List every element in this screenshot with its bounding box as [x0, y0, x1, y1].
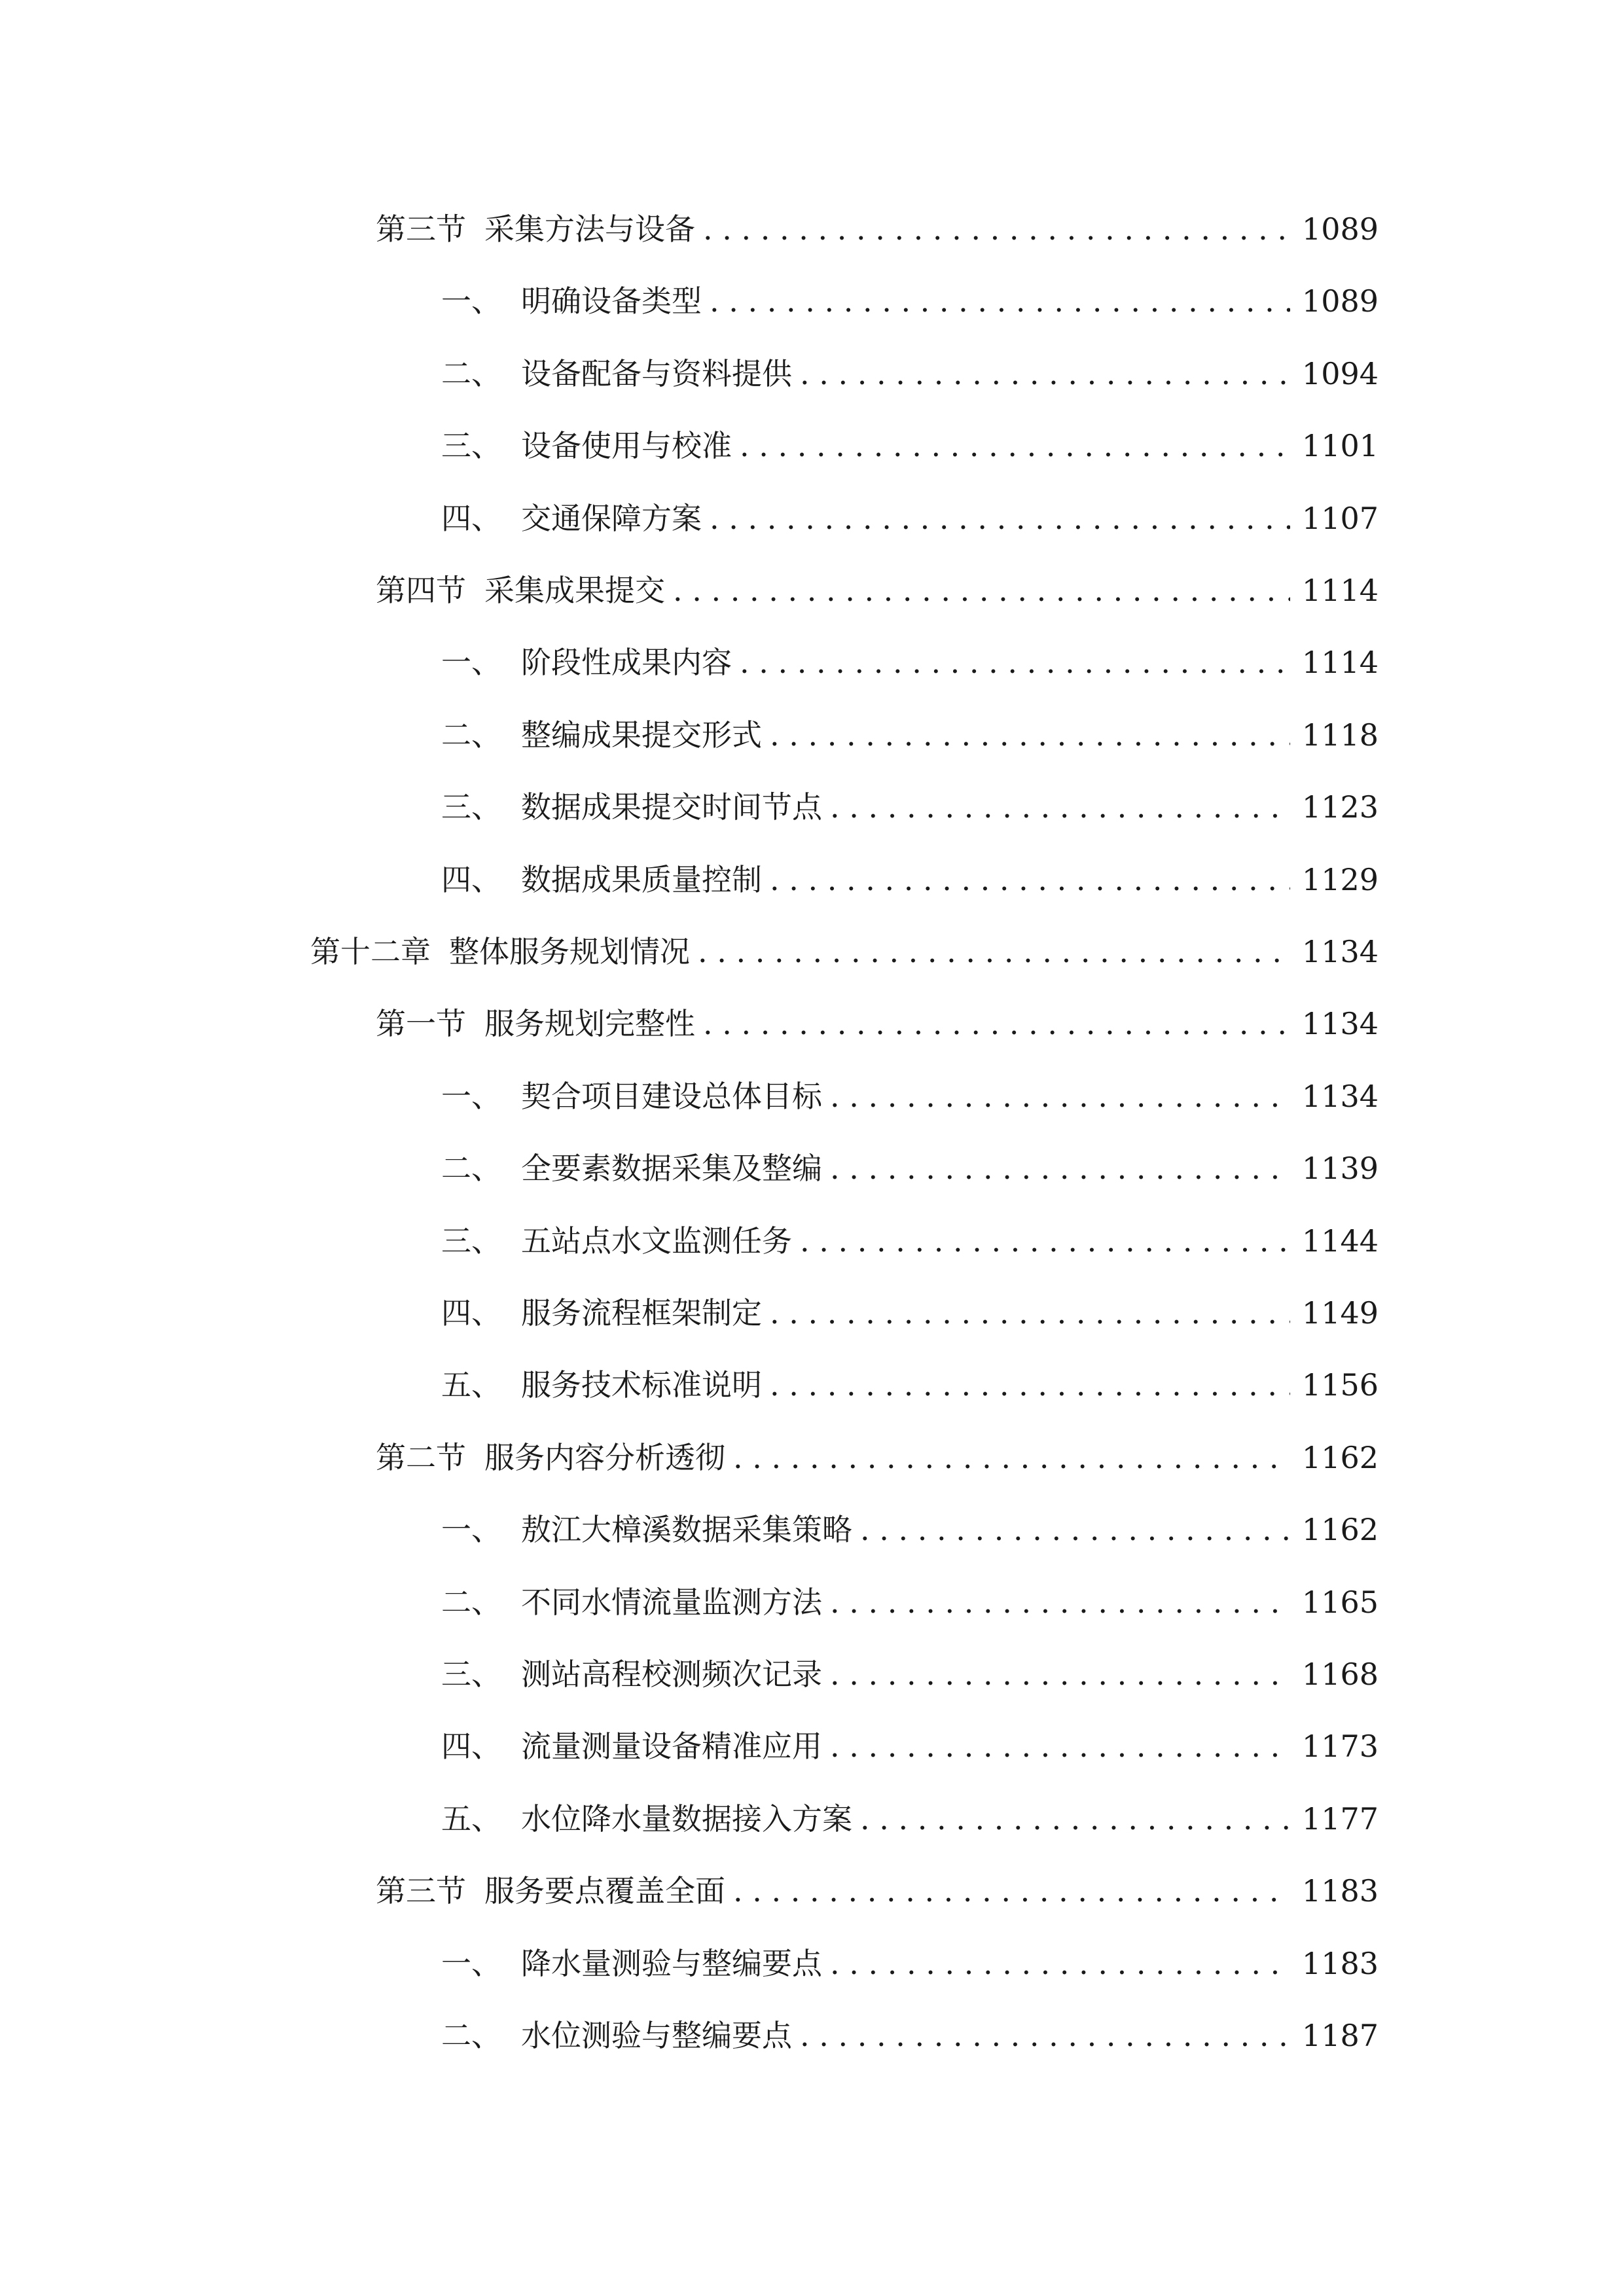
toc-leader-dots	[740, 420, 1290, 472]
toc-leader-dots	[703, 997, 1290, 1050]
toc-entry-page-number: 1187	[1301, 2018, 1379, 2053]
toc-entry-page-number: 1165	[1301, 1584, 1379, 1620]
toc-entry-title: 水位测验与整编要点	[521, 2018, 792, 2053]
toc-entry-title: 不同水情流量监测方法	[521, 1584, 822, 1620]
toc-entry-number: 一、	[441, 1078, 501, 1114]
toc-entry-number: 二、	[441, 717, 501, 753]
toc-entry-title: 服务流程框架制定	[521, 1295, 762, 1331]
toc-entry-number: 三、	[441, 1657, 501, 1692]
toc-entry-page-number: 1134	[1301, 1078, 1379, 1114]
toc-entry[interactable]	[441, 1142, 1379, 1194]
toc-entry[interactable]	[441, 1359, 1379, 1411]
toc-entry-number: 二、	[441, 1584, 501, 1620]
toc-leader-dots	[800, 1215, 1290, 1267]
toc-entry-number: 第二节	[376, 1439, 466, 1475]
toc-entry[interactable]	[441, 2009, 1379, 2062]
toc-entry-number: 第三节	[376, 1873, 466, 1909]
toc-entry-page-number: 1173	[1301, 1729, 1379, 1765]
toc-entry-page-number: 1177	[1301, 1801, 1379, 1837]
toc-entry[interactable]	[441, 1070, 1379, 1122]
toc-leader-dots	[770, 1287, 1290, 1339]
toc-leader-dots	[830, 1142, 1290, 1194]
toc-leader-dots	[673, 564, 1290, 617]
toc-entry-number: 四、	[441, 861, 501, 897]
toc-entry-number: 五、	[441, 1367, 501, 1403]
toc-entry-title: 设备使用与校准	[521, 428, 732, 464]
toc-entry[interactable]	[441, 1648, 1379, 1700]
toc-entry-number: 四、	[441, 1729, 501, 1765]
toc-leader-dots	[860, 1503, 1290, 1556]
toc-entry[interactable]	[376, 1431, 1379, 1484]
toc-entry-number: 一、	[441, 283, 501, 319]
toc-leader-dots	[830, 1576, 1290, 1628]
toc-entry[interactable]	[441, 1503, 1379, 1556]
toc-leader-dots	[800, 348, 1290, 400]
toc-entry-number: 三、	[441, 789, 501, 825]
toc-entry-page-number: 1114	[1301, 645, 1379, 681]
toc-entry-page-number: 1144	[1301, 1223, 1379, 1259]
toc-entry-number: 三、	[441, 428, 501, 464]
toc-entry-page-number: 1149	[1301, 1295, 1379, 1331]
toc-entry-title: 整编成果提交形式	[521, 717, 762, 753]
toc-entry[interactable]	[441, 1793, 1379, 1845]
toc-leader-dots	[733, 1431, 1290, 1484]
toc-entry-title: 降水量测验与整编要点	[521, 1945, 822, 1981]
toc-entry-title: 契合项目建设总体目标	[521, 1078, 822, 1114]
toc-entry-page-number: 1089	[1301, 211, 1379, 247]
toc-entry[interactable]	[441, 492, 1379, 545]
toc-leader-dots	[830, 1937, 1290, 1990]
toc-entry-number: 二、	[441, 355, 501, 391]
toc-entry-page-number: 1134	[1301, 934, 1379, 969]
toc-entry[interactable]	[376, 1865, 1379, 1917]
toc-entry-page-number: 1107	[1301, 500, 1379, 536]
toc-entry[interactable]	[310, 925, 1379, 978]
toc-entry[interactable]	[441, 853, 1379, 906]
toc-entry-title: 测站高程校测频次记录	[521, 1657, 822, 1692]
toc-entry-title: 五站点水文监测任务	[521, 1223, 792, 1259]
toc-entry-number: 一、	[441, 1945, 501, 1981]
toc-entry[interactable]	[441, 1720, 1379, 1772]
toc-entry-page-number: 1114	[1301, 573, 1379, 608]
toc-entry-title: 敖江大樟溪数据采集策略	[521, 1512, 852, 1548]
toc-entry[interactable]	[376, 564, 1379, 617]
toc-entry-page-number: 1134	[1301, 1006, 1379, 1042]
toc-entry-page-number: 1118	[1301, 717, 1379, 753]
toc-entry-page-number: 1101	[1301, 428, 1379, 464]
toc-entry-page-number: 1123	[1301, 789, 1379, 825]
toc-leader-dots	[800, 2009, 1290, 2062]
toc-entry-title: 设备配备与资料提供	[521, 355, 792, 391]
toc-entry-page-number: 1183	[1301, 1873, 1379, 1909]
toc-entry[interactable]	[441, 709, 1379, 761]
toc-entry-title: 服务技术标准说明	[521, 1367, 762, 1403]
toc-entry-number: 四、	[441, 1295, 501, 1331]
toc-leader-dots	[830, 1720, 1290, 1772]
toc-entry-number: 三、	[441, 1223, 501, 1259]
toc-entry-number: 一、	[441, 645, 501, 681]
toc-entry-page-number: 1094	[1301, 355, 1379, 391]
toc-entry[interactable]	[376, 203, 1379, 255]
toc-entry-page-number: 1129	[1301, 861, 1379, 897]
toc-entry[interactable]	[441, 275, 1379, 327]
toc-entry[interactable]	[441, 420, 1379, 472]
toc-entry-title: 数据成果提交时间节点	[521, 789, 822, 825]
toc-entry[interactable]	[441, 781, 1379, 833]
toc-entry[interactable]	[376, 997, 1379, 1050]
toc-entry-number: 二、	[441, 1151, 501, 1187]
toc-leader-dots	[830, 781, 1290, 833]
toc-entry-page-number: 1168	[1301, 1657, 1379, 1692]
toc-entry-number: 第三节	[376, 211, 466, 247]
toc-entry-title: 水位降水量数据接入方案	[521, 1801, 852, 1837]
toc-entry[interactable]	[441, 636, 1379, 689]
toc-leader-dots	[830, 1648, 1290, 1700]
toc-entry-title: 服务要点覆盖全面	[484, 1873, 725, 1909]
toc-entry-number: 五、	[441, 1801, 501, 1837]
toc-entry-number: 四、	[441, 500, 501, 536]
toc-leader-dots	[740, 636, 1290, 689]
toc-leader-dots	[770, 709, 1290, 761]
toc-entry-title: 服务规划完整性	[484, 1006, 695, 1042]
toc-entry-title: 明确设备类型	[521, 283, 702, 319]
toc-entry[interactable]	[441, 1215, 1379, 1267]
toc-entry-title: 全要素数据采集及整编	[521, 1151, 822, 1187]
toc-entry-title: 数据成果质量控制	[521, 861, 762, 897]
toc-leader-dots	[860, 1793, 1290, 1845]
toc-entry-page-number: 1139	[1301, 1151, 1379, 1187]
toc-entry-page-number: 1156	[1301, 1367, 1379, 1403]
toc-entry-title: 流量测量设备精准应用	[521, 1729, 822, 1765]
toc-entry[interactable]	[441, 348, 1379, 400]
toc-leader-dots	[770, 853, 1290, 906]
toc-leader-dots	[733, 1865, 1290, 1917]
toc-leader-dots	[698, 925, 1290, 978]
toc-entry-title: 采集方法与设备	[484, 211, 695, 247]
toc-entry[interactable]	[441, 1937, 1379, 1990]
toc-entry-title: 交通保障方案	[521, 500, 702, 536]
toc-entry-page-number: 1183	[1301, 1945, 1379, 1981]
toc-entry-page-number: 1089	[1301, 283, 1379, 319]
toc-entry-number: 第十二章	[310, 934, 431, 969]
toc-leader-dots	[770, 1359, 1290, 1411]
toc-leader-dots	[710, 492, 1290, 545]
toc-entry-page-number: 1162	[1301, 1512, 1379, 1548]
toc-entry[interactable]	[441, 1576, 1379, 1628]
toc-leader-dots	[830, 1070, 1290, 1122]
toc-entry[interactable]	[441, 1287, 1379, 1339]
toc-entry-title: 阶段性成果内容	[521, 645, 732, 681]
toc-entry-number: 第四节	[376, 573, 466, 608]
toc-entry-title: 整体服务规划情况	[449, 934, 690, 969]
toc-entry-page-number: 1162	[1301, 1439, 1379, 1475]
toc-entry-title: 采集成果提交	[484, 573, 665, 608]
toc-leader-dots	[703, 203, 1290, 255]
toc-entry-number: 一、	[441, 1512, 501, 1548]
toc-leader-dots	[710, 275, 1290, 327]
toc-entry-number: 第一节	[376, 1006, 466, 1042]
toc-entry-number: 二、	[441, 2018, 501, 2053]
toc-entry-title: 服务内容分析透彻	[484, 1439, 725, 1475]
